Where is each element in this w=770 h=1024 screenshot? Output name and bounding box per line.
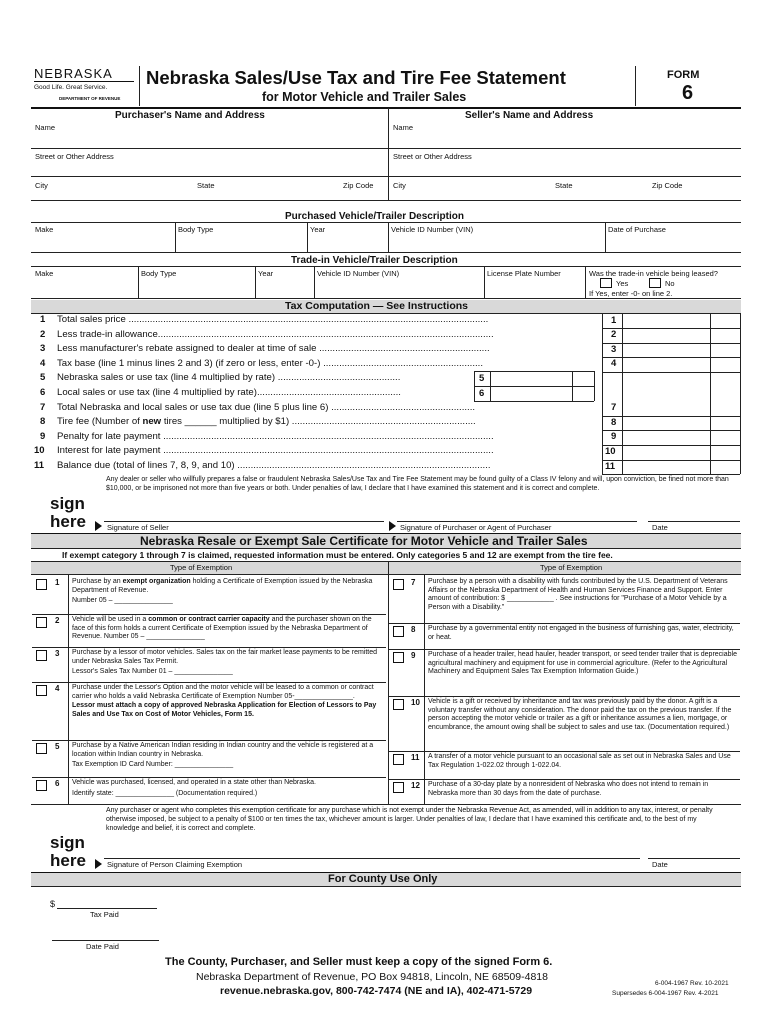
form-label: FORM: [667, 69, 700, 81]
exemption-text-part: Vehicle will be used in a: [72, 616, 149, 623]
exemption-number: 8: [411, 625, 416, 634]
purchaser-city-label: City: [35, 181, 48, 190]
seller-heading: Seller's Name and Address: [465, 110, 594, 121]
tax-line-number: 8: [40, 416, 46, 428]
exemption-text-emphasis: common or contract carrier capacity: [148, 616, 270, 623]
tax-line-number: 9: [40, 430, 46, 442]
exemption-divider: [32, 682, 386, 683]
exemption-text-part: Purchase under the Lessor's Option and the motor vehicle will be leased to a common or contract carrier who holds a valid Nebraska Certificate of Exemption Number 05-_______________.: [72, 684, 374, 700]
form-number: 6: [682, 82, 694, 104]
exemption-8-checkbox[interactable]: [393, 626, 404, 637]
exemption-number: 5: [55, 742, 60, 751]
tax-line-text: Penalty for late payment ............................................................................................................................: [57, 430, 494, 442]
exemption-10-text: [428, 698, 738, 732]
exemption-divider: [32, 777, 386, 778]
exemption-9-text: [428, 651, 738, 677]
exemption-text-part: Vehicle was purchased, licensed, and operated in a state other than Nebraska.: [72, 779, 316, 786]
exemption-3-checkbox[interactable]: [36, 650, 47, 661]
exemption-2-checkbox[interactable]: [36, 617, 47, 628]
logo-wordmark: NEBRASKA: [34, 66, 134, 82]
logo-department: DEPARTMENT OF REVENUE: [59, 96, 121, 101]
tax-line-number: 11: [34, 460, 45, 471]
tax-line-text: Interest for late payment ............................................................................................................................: [57, 445, 494, 457]
exemption-6-checkbox[interactable]: [36, 780, 47, 791]
tradein-heading: Trade-in Vehicle/Trailer Description: [291, 255, 458, 266]
tradein-leased-question: Was the trade-in vehicle being leased?: [589, 269, 718, 278]
exemption-text-part: Purchase by a governmental entity not engaged in the business of furnishing gas, water, electricity, or heat.: [428, 625, 734, 641]
date-line[interactable]: [648, 858, 740, 859]
purchased-year-label: Year: [310, 225, 326, 234]
tax-line-number: 4: [40, 357, 46, 369]
exemption-entry-field[interactable]: Tax Exemption ID Card Number: _______________: [72, 761, 234, 769]
tax-box-number: 7: [611, 402, 617, 414]
tradein-leased-no-checkbox[interactable]: [649, 278, 661, 288]
exemption-divider: [32, 740, 386, 741]
exemption-4-checkbox[interactable]: [36, 685, 47, 696]
tax-box-number: 9: [611, 431, 617, 443]
tax-paid-line[interactable]: [57, 908, 157, 909]
exemption-number: 3: [55, 649, 60, 658]
exemption-11-text: [428, 753, 738, 770]
tax-line-text: Nebraska sales or use tax (line 4 multiplied by rate) ..............................................: [57, 372, 401, 384]
exemption-11-checkbox[interactable]: [393, 754, 404, 765]
exemption-5-checkbox[interactable]: [36, 743, 47, 754]
seller-name-label: Name: [393, 123, 414, 132]
exemption-number: 6: [55, 779, 60, 788]
tax-line-number: 5: [40, 372, 46, 384]
keep-copy-notice: The County, Purchaser, and Seller must keep a copy of the signed Form 6.: [165, 956, 553, 968]
exemption-12-checkbox[interactable]: [393, 782, 404, 793]
revision-number: 6-004-1967 Rev. 10-2021: [655, 980, 729, 987]
tradein-plate-label: License Plate Number: [487, 269, 561, 278]
exemption-12-text: [428, 781, 738, 798]
type-of-exemption-right: Type of Exemption: [540, 563, 603, 572]
purchased-heading: Purchased Vehicle/Trailer Description: [285, 211, 464, 222]
tax-line-2-amount[interactable]: [623, 329, 709, 343]
tax-box-number: 11: [605, 460, 616, 472]
exemption-text-emphasis: exempt organization: [122, 578, 191, 585]
exemption-divider: [389, 696, 740, 697]
seller-signature-line[interactable]: [104, 521, 384, 522]
purchaser-name-label: Name: [35, 123, 56, 132]
claimant-signature-line[interactable]: [104, 858, 640, 859]
exemption-7-checkbox[interactable]: [393, 579, 404, 590]
purchased-make-label: Make: [35, 225, 54, 234]
tax-line-5-amount[interactable]: [491, 372, 571, 386]
tax-line-text: [57, 416, 597, 428]
tradein-body-label: Body Type: [141, 269, 177, 278]
tax-line-text: Local sales or use tax (line 4 multiplied by rate)......................................................: [57, 387, 401, 398]
exemption-divider: [32, 647, 386, 648]
exemption-text-part: Purchase of a header trailer, head hauler, header transport, or seed tender trailer that is depreciable agricultural machinery and equipment for use in commercial agriculture. (Refer to the Agricultural Machinery and Equipment Sales Tax Exemption Information Guide.): [428, 651, 737, 676]
purchased-body-label: Body Type: [178, 225, 214, 234]
exemption-perjury-statement: Any purchaser or agent who completes this exemption certificate for any purchase which is not exempt under the Nebraska Revenue Act, as amended, will in addition to any tax, interest, or penalty otherwise imposed, be subject to a penalty of $100 or ten times the tax, whichever amount is larger. Under penalties of law, I declare that I have examined this certificate and, to the best of my knowledge and belief, it is correct and complete.: [106, 807, 713, 832]
tax-line-text-part: Tire fee (Number of: [57, 416, 143, 428]
seller-street-label: Street or Other Address: [393, 152, 472, 161]
form-subtitle: for Motor Vehicle and Trailer Sales: [262, 90, 467, 104]
exemption-text-part: Purchase of a 30-day plate by a nonresident of Nebraska who does not intend to remain in Nebraska more than 30 days from the date of purchase.: [428, 781, 709, 797]
exemption-number: 10: [411, 698, 420, 707]
tax-line-text: Total Nebraska and local sales or use tax due (line 5 plus line 6) ......................................................: [57, 401, 476, 413]
exemption-number: 1: [55, 578, 60, 587]
exemption-entry-field[interactable]: Identify state: _______________ (Documentation required.): [72, 789, 258, 797]
tax-line-text: Tax base (line 1 minus lines 2 and 3) (if zero or less, enter -0-) ............................................................: [57, 357, 483, 369]
county-heading: For County Use Only: [328, 873, 438, 885]
tax-line-number: 6: [40, 387, 46, 398]
exemption-5-text: [72, 742, 384, 770]
date-paid-label: Date Paid: [86, 942, 119, 951]
tax-box-number: 2: [611, 329, 617, 341]
seller-state-label: State: [555, 181, 573, 190]
sign-label: sign: [50, 833, 85, 852]
tax-line-8-amount[interactable]: [623, 416, 709, 430]
tax-box-number: 3: [611, 343, 617, 355]
date-label: Date: [652, 523, 668, 532]
tax-line-11-amount[interactable]: [623, 460, 709, 474]
exemption-divider: [389, 623, 740, 624]
tax-line-6-amount[interactable]: [491, 387, 571, 401]
tax-line-4-amount[interactable]: [623, 358, 709, 372]
tax-line-3-amount[interactable]: [623, 343, 709, 357]
exemption-6-text: [72, 779, 384, 798]
resale-note: If exempt category 1 through 7 is claimed, requested information must be entered. Only categories 5 and 12 are exempt from the tire fee.: [62, 550, 613, 560]
exemption-1-text: [72, 578, 384, 606]
exemption-divider: [389, 751, 740, 752]
tradein-year-label: Year: [258, 269, 274, 278]
exemption-7-text: [428, 578, 738, 612]
tradein-make-label: Make: [35, 269, 54, 278]
tax-box-number: 6: [479, 387, 485, 399]
exemption-1-checkbox[interactable]: [36, 579, 47, 590]
logo-tagline: Good Life. Great Service.: [34, 84, 108, 91]
exemption-9-checkbox[interactable]: [393, 652, 404, 663]
tax-line-number: 1: [40, 314, 46, 325]
purchaser-signature-label: Signature of Purchaser or Agent of Purchaser: [400, 523, 552, 532]
tax-line-text-part: tires ______ multiplied by $1) .....................................................................: [161, 416, 476, 428]
exemption-text-part: and the purchaser shown on the face of this form holds a current Certificate of Exemption issued by the Nebraska Department of Revenue. Number 05 – _______________: [72, 616, 372, 641]
exemption-entry-field[interactable]: Number 05 – _______________: [72, 597, 173, 605]
tax-line-number: 2: [40, 328, 46, 340]
tax-line-text: Total sales price .......................................................................................................................................: [57, 314, 489, 325]
exemption-number: 4: [55, 684, 60, 693]
exemption-number: 9: [411, 651, 416, 660]
tax-line-number: 7: [40, 401, 46, 413]
date-line[interactable]: [648, 521, 740, 522]
exemption-number: 2: [55, 616, 60, 625]
supersedes-note: Supersedes 6-004-1967 Rev. 4-2021: [612, 990, 719, 997]
purchaser-zip-label: Zip Code: [343, 181, 374, 190]
tax-box-number: 5: [479, 372, 485, 384]
exemption-requirement: Lessor must attach a copy of approved Nebraska Application for Election of Lessors to Pay Sales and Use Tax on Cost of Motor Vehicles, Form 15.: [72, 702, 377, 718]
purchased-date-label: Date of Purchase: [608, 225, 666, 234]
seller-signature-label: Signature of Seller: [107, 523, 169, 532]
tax-heading: Tax Computation — See Instructions: [285, 300, 468, 312]
tax-line-9-amount[interactable]: [623, 431, 709, 445]
sign-label: sign: [50, 494, 85, 513]
tax-line-7-amount[interactable]: [623, 402, 709, 416]
exemption-text-part: Purchase by an: [72, 578, 123, 585]
seller-zip-label: Zip Code: [652, 181, 683, 190]
sign-arrow-icon: [95, 855, 102, 873]
date-paid-line[interactable]: [52, 940, 159, 941]
dept-web: revenue.nebraska.gov, 800-742-7474 (NE and IA), 402-471-5729: [220, 985, 533, 997]
tradein-leased-yes-checkbox[interactable]: [600, 278, 612, 288]
claimant-signature-label: Signature of Person Claiming Exemption: [107, 860, 243, 869]
exemption-divider: [389, 779, 740, 780]
here-label: here: [50, 512, 86, 531]
exemption-2-text: [72, 616, 384, 642]
exemption-10-checkbox[interactable]: [393, 699, 404, 710]
tax-line-text: Less manufacturer's rebate assigned to dealer at time of sale ................................................................: [57, 343, 490, 355]
exemption-text-part: holding a Certificate of Exemption issued by the Nebraska Department of Revenue.: [72, 578, 373, 594]
seller-perjury-statement: Any dealer or seller who willfully prepares a false or fraudulent Nebraska Sales/Use Tax and Tire Fee Statement may be found guilty of a Class IV felony and will, upon conviction, be fined not more than $10,000, or be imprisoned not more than five years or both. Under penalties of law, I declare that I have examined this statement and it is correct and complete.: [106, 476, 729, 492]
exemption-text-part: Purchase by a person with a disability with funds contributed by the U.S. Department of Veterans Affairs or the Nebraska Department of Health and Human Services Finance and Support. Enter amount of contribution: $ ____________ . See instructions for "Purchase of a Motor Vehicle by a Person with a Disability.": [428, 578, 728, 611]
exemption-number: 12: [411, 781, 420, 790]
tax-box-number: 8: [611, 416, 617, 428]
exemption-text-part: Vehicle is a gift or received by inheritance and tax was previously paid by the donor. A gift is a voluntary transfer without any consideration. The donor paid the tax on the previous transfer. If the person accepting the motor vehicle or trailer as a gift or inheritance assumes a lien, mortgage, or encumbrance, the amount owing shall be subject to sales and use tax. (Documentation required.): [428, 698, 732, 731]
purchaser-state-label: State: [197, 181, 215, 190]
resale-title: Nebraska Resale or Exempt Sale Certificate for Motor Vehicle and Trailer Sales: [140, 534, 588, 548]
tax-line-10-amount[interactable]: [623, 445, 709, 459]
tax-line-text: Balance due (total of lines 7, 8, 9, and 10) ...............................................................................................: [57, 460, 491, 471]
exemption-4-text: [72, 684, 384, 719]
date-label: Date: [652, 860, 668, 869]
purchaser-signature-line[interactable]: [397, 521, 637, 522]
exemption-text-part: Purchase by a lessor of motor vehicles. Sales tax on the fair market lease payments to be remitted under Nebraska Sales Tax Permit.: [72, 649, 378, 665]
dept-address: Nebraska Department of Revenue, PO Box 94818, Lincoln, NE 68509-4818: [196, 971, 548, 983]
exemption-number: 11: [411, 753, 420, 762]
purchaser-street-label: Street or Other Address: [35, 152, 114, 161]
logo: [34, 66, 134, 108]
exemption-text-part: Purchase by a Native American Indian residing in Indian country and the vehicle is registered at a location within Indian country in Nebraska.: [72, 742, 374, 758]
tax-line-text: Less trade-in allowance..............................................................................................................................: [57, 328, 494, 340]
purchased-vin-label: Vehicle ID Number (VIN): [391, 225, 474, 234]
purchaser-heading: Purchaser's Name and Address: [115, 110, 265, 121]
tax-line-number: 3: [40, 343, 46, 355]
dollar-sign: $: [50, 899, 56, 909]
exemption-divider: [32, 614, 386, 615]
seller-city-label: City: [393, 181, 406, 190]
tax-box-number: 1: [611, 314, 617, 326]
exemption-text-part: A transfer of a motor vehicle pursuant to an occasional sale as set out in Nebraska Sales and Use Tax Regulation 1-022.02 through 1-022.04.: [428, 753, 731, 769]
tax-line-text-emphasis: new: [142, 416, 162, 428]
tax-row-rule: [602, 474, 740, 475]
form-title: Nebraska Sales/Use Tax and Tire Fee Statement: [146, 67, 566, 88]
tax-line-1-amount[interactable]: [623, 314, 709, 328]
tradein-leased-no-label: No: [665, 279, 675, 288]
tradein-leased-yes-label: Yes: [616, 279, 629, 288]
type-of-exemption-left: Type of Exemption: [170, 563, 233, 572]
tax-paid-label: Tax Paid: [90, 910, 119, 919]
exemption-entry-field[interactable]: Lessor's Sales Tax Number 01 – _______________: [72, 668, 233, 676]
tax-line-number: 10: [34, 445, 45, 457]
exemption-3-text: [72, 649, 384, 677]
exemption-number: 7: [411, 578, 416, 587]
tax-box-number: 4: [611, 358, 617, 370]
exemption-8-text: [428, 625, 738, 642]
tradein-vin-label: Vehicle ID Number (VIN): [317, 269, 400, 278]
tradein-if-yes-note: If Yes, enter -0- on line 2.: [589, 289, 673, 298]
tax-box-number: 10: [605, 445, 616, 457]
exemption-divider: [389, 649, 740, 650]
here-label: here: [50, 851, 86, 870]
